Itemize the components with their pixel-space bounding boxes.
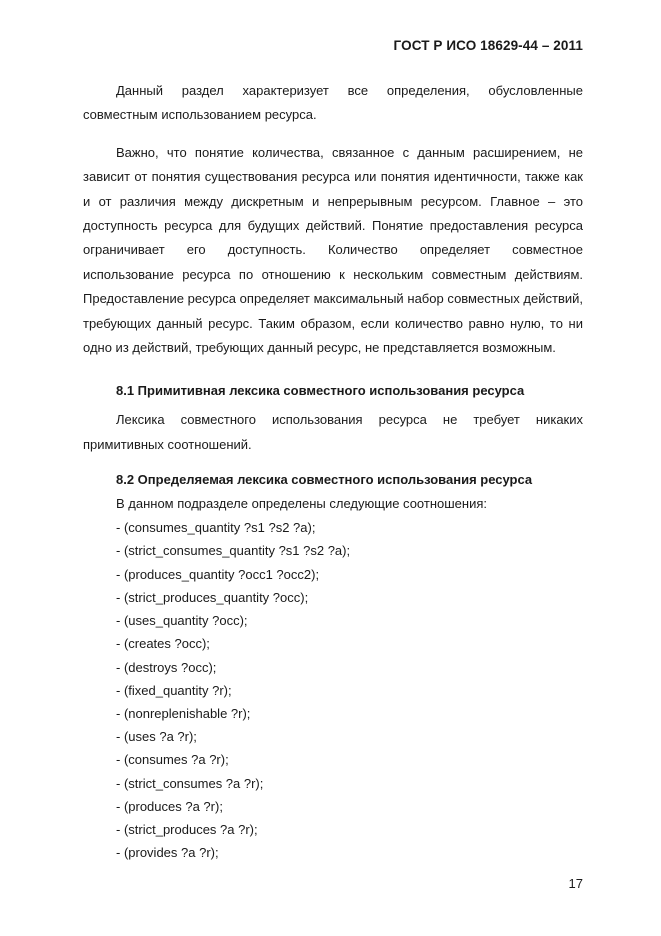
paragraph-quantity: Важно, что понятие количества, связанное с данным расширением, не зависит от понятия существования ресурса или понятия идентичности, также как и от различия между дискретным и непрерывным ресурсом. Главное – это доступность ресурса для будущих действий. Понятие предоставления ресурса ограничивает его доступность. Количество определяет совместное использование ресурса по отношению к нескольким совместным действиям. Предоставление ресурса определяет максимальный набор совместных действий, требующих данный ресурс. Таким образом, если количество равно нулю, то ни одно из действий, требующих данный ресурс, не представляется возможным.	[83, 144, 583, 356]
relation-item: - (consumes_quantity ?s1 ?s2 ?a);	[116, 520, 316, 536]
relations-list	[83, 516, 583, 864]
relation-item: - (uses_quantity ?occ);	[116, 613, 248, 629]
relation-item: - (strict_consumes ?a ?r);	[116, 775, 264, 791]
relation-item: - (creates ?occ);	[116, 636, 210, 652]
section-8-1-text: Лексика совместного использования ресурса не требует никаких примитивных соотношений.	[83, 412, 583, 452]
relation-item: - (uses ?a ?r);	[116, 729, 197, 745]
relation-item: - (consumes ?a ?r);	[116, 752, 229, 768]
relation-item: - (fixed_quantity ?r);	[116, 682, 232, 698]
relation-item: - (nonreplenishable ?r);	[116, 705, 251, 721]
section-8-1-heading: 8.1 Примитивная лексика совместного использования ресурса	[116, 383, 525, 399]
relation-item: - (destroys ?occ);	[116, 659, 217, 675]
page-content	[83, 79, 583, 864]
paragraph-definitions: Данный раздел характеризует все определения, обусловленные совместным использованием ресурса.	[83, 83, 583, 123]
relation-item: - (produces ?a ?r);	[116, 798, 223, 814]
relation-item: - (strict_produces ?a ?r);	[116, 821, 258, 837]
relation-item: - (strict_consumes_quantity ?s1 ?s2 ?a);	[116, 543, 351, 559]
standard-header: ГОСТ Р ИСО 18629-44 – 2011	[393, 38, 583, 53]
section-8-2-heading: 8.2 Определяемая лексика совместного использования ресурса	[116, 472, 533, 488]
page-number: 17	[568, 876, 583, 891]
relation-item: - (produces_quantity ?occ1 ?occ2);	[116, 566, 320, 582]
section-8-2-intro: В данном подразделе определены следующие соотношения:	[116, 496, 487, 512]
relation-item: - (strict_produces_quantity ?occ);	[116, 589, 309, 605]
relation-item: - (provides ?a ?r);	[116, 845, 219, 861]
